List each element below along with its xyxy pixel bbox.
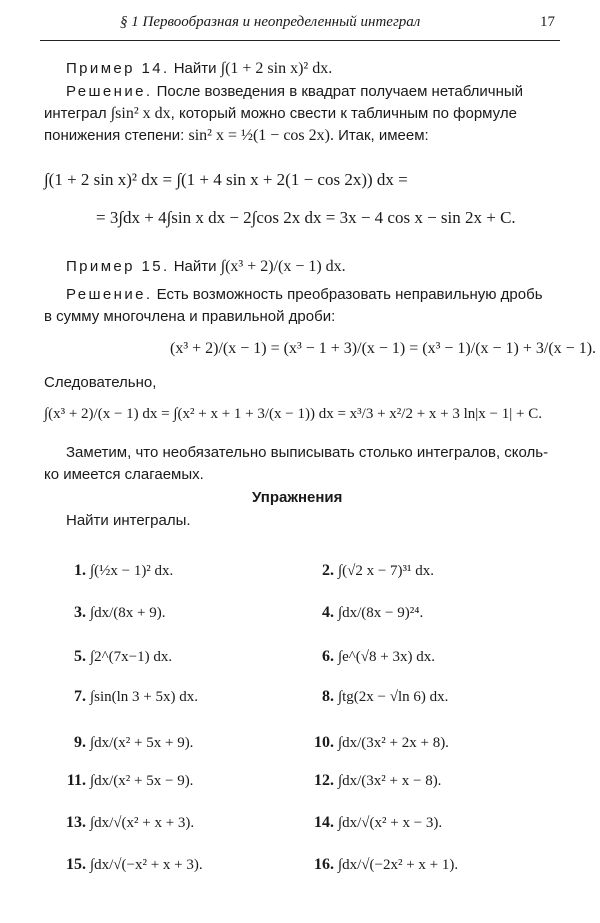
exercise-expr: ∫dx/(8x − 9)²⁴. bbox=[338, 604, 424, 621]
power-reduction-formula: sin² x = ½(1 − cos 2x). bbox=[188, 127, 334, 144]
example-15-solution-line1 bbox=[66, 286, 543, 303]
exercise-number: 8. bbox=[322, 688, 334, 705]
exercise-16 bbox=[308, 856, 458, 874]
solution-text: интеграл bbox=[44, 105, 107, 122]
exercise-expr: ∫dx/(8x + 9). bbox=[90, 604, 166, 621]
exercise-number: 5. bbox=[74, 648, 86, 665]
solution-text: понижения степени: bbox=[44, 127, 185, 144]
example-14-task-word: Найти bbox=[173, 60, 217, 77]
example-15-equation-2: ∫(x³ + 2)/(x − 1) dx = ∫(x² + x + 1 + 3/(x − 1)) dx = x³/3 + x²/2 + x + 3 ln|x − 1| + C. bbox=[44, 406, 542, 422]
exercise-expr: ∫dx/√(x² + x − 3). bbox=[338, 814, 443, 831]
example-14-solution-label: Решение. bbox=[66, 83, 153, 100]
exercise-14 bbox=[308, 814, 442, 832]
exercise-5 bbox=[60, 648, 172, 666]
exercise-number: 16. bbox=[314, 856, 334, 873]
exercise-expr: ∫dx/(x² + 5x + 9). bbox=[90, 734, 194, 751]
exercise-3 bbox=[60, 604, 165, 622]
exercise-2 bbox=[308, 562, 434, 580]
exercise-number: 10. bbox=[314, 734, 334, 751]
exercises-instruction: Найти интегралы. bbox=[66, 512, 191, 529]
exercise-4 bbox=[308, 604, 423, 622]
exercise-expr: ∫(√2 x − 7)³¹ dx. bbox=[338, 562, 435, 579]
exercise-expr: ∫(½x − 1)² dx. bbox=[90, 562, 174, 579]
exercise-11 bbox=[60, 772, 193, 790]
exercise-6 bbox=[308, 648, 435, 666]
example-14-equation-1: ∫(1 + 2 sin x)² dx = ∫(1 + 4 sin x + 2(1 − cos 2x)) dx = bbox=[44, 170, 408, 189]
running-header: § 1 Первообразная и неопределенный интеграл bbox=[120, 14, 421, 30]
exercise-number: 13. bbox=[66, 814, 86, 831]
therefore-text: Следовательно, bbox=[44, 374, 157, 391]
exercise-15 bbox=[60, 856, 203, 874]
example-14-task bbox=[66, 60, 332, 78]
example-15-expr: ∫(x³ + 2)/(x − 1) dx. bbox=[220, 258, 346, 275]
exercise-9 bbox=[60, 734, 193, 752]
solution-text: Есть возможность преобразовать неправильную дробь bbox=[156, 286, 543, 303]
exercise-8 bbox=[308, 688, 448, 706]
solution-text: , который можно свести к табличным по формуле bbox=[170, 105, 517, 122]
exercise-expr: ∫dx/(x² + 5x − 9). bbox=[90, 772, 194, 789]
inline-integral: ∫sin² x dx bbox=[110, 105, 171, 122]
example-14-solution-line1 bbox=[66, 83, 523, 100]
exercise-expr: ∫tg(2x − √ln 6) dx. bbox=[338, 688, 449, 705]
example-15-solution-line2: в сумму многочлена и правильной дроби: bbox=[44, 308, 336, 325]
example-14-expr: ∫(1 + 2 sin x)² dx. bbox=[220, 60, 333, 77]
exercise-10 bbox=[308, 734, 449, 752]
example-15-equation-1: (x³ + 2)/(x − 1) = (x³ − 1 + 3)/(x − 1) = (x³ − 1)/(x − 1) + 3/(x − 1). bbox=[170, 340, 597, 357]
exercise-7 bbox=[60, 688, 198, 706]
exercise-number: 12. bbox=[314, 772, 334, 789]
exercise-number: 6. bbox=[322, 648, 334, 665]
exercise-number: 4. bbox=[322, 604, 334, 621]
exercise-number: 3. bbox=[74, 604, 86, 621]
exercises-heading: Упражнения bbox=[252, 489, 343, 506]
example-15-task-word: Найти bbox=[173, 258, 217, 275]
exercise-1 bbox=[60, 562, 173, 580]
solution-text: После возведения в квадрат получаем нетабличный bbox=[156, 83, 524, 100]
example-14-solution-line3 bbox=[44, 127, 429, 145]
exercise-expr: ∫sin(ln 3 + 5x) dx. bbox=[90, 688, 198, 705]
exercise-expr: ∫dx/√(x² + x + 3). bbox=[90, 814, 195, 831]
exercise-number: 11. bbox=[66, 772, 86, 789]
exercise-number: 9. bbox=[74, 734, 86, 751]
example-14-solution-line2 bbox=[44, 105, 517, 123]
exercise-number: 2. bbox=[322, 562, 334, 579]
exercise-number: 1. bbox=[74, 562, 86, 579]
header-rule bbox=[40, 40, 560, 41]
exercise-expr: ∫dx/(3x² + 2x + 8). bbox=[338, 734, 449, 751]
exercise-12 bbox=[308, 772, 441, 790]
exercise-expr: ∫e^(√8 + 3x) dx. bbox=[338, 648, 435, 665]
example-15-label: Пример 15. bbox=[66, 258, 170, 275]
example-15-solution-label: Решение. bbox=[66, 286, 153, 303]
note-line1: Заметим, что необязательно выписывать столько интегралов, сколь- bbox=[66, 444, 549, 461]
example-14-label: Пример 14. bbox=[66, 60, 170, 77]
note-line2: ко имеется слагаемых. bbox=[44, 466, 204, 483]
example-14-equation-2: = 3∫dx + 4∫sin x dx − 2∫cos 2x dx = 3x − 4 cos x − sin 2x + C. bbox=[96, 208, 516, 227]
exercise-expr: ∫dx/(3x² + x − 8). bbox=[338, 772, 442, 789]
exercise-expr: ∫2^(7x−1) dx. bbox=[90, 648, 173, 665]
exercise-number: 14. bbox=[314, 814, 334, 831]
exercise-13 bbox=[60, 814, 194, 832]
exercise-number: 15. bbox=[66, 856, 86, 873]
example-15-task bbox=[66, 258, 346, 276]
page-number: 17 bbox=[540, 14, 555, 30]
solution-text: Итак, имеем: bbox=[338, 127, 429, 144]
exercise-expr: ∫dx/√(−x² + x + 3). bbox=[90, 856, 203, 873]
exercise-expr: ∫dx/√(−2x² + x + 1). bbox=[338, 856, 459, 873]
exercise-number: 7. bbox=[74, 688, 86, 705]
